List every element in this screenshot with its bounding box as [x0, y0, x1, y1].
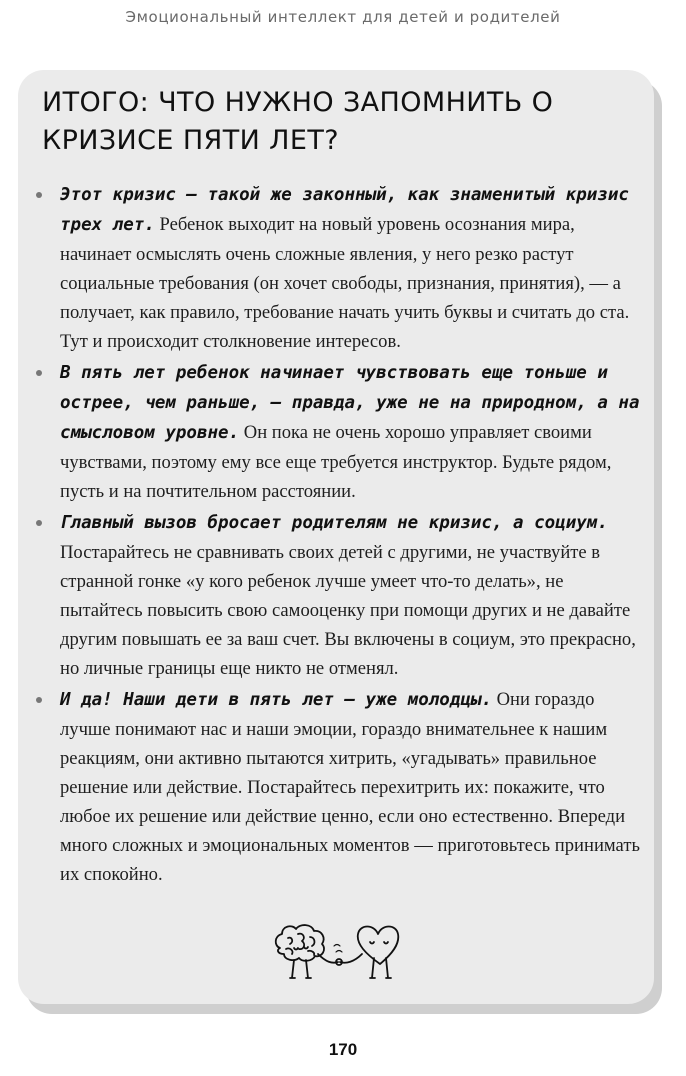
bullet-lead: И да! Наши дети в пять лет — уже молодцы.	[60, 690, 492, 710]
bullet-dot	[36, 520, 42, 526]
bullet-dot	[36, 697, 42, 703]
heart-icon	[358, 927, 399, 965]
bullet-list	[32, 180, 644, 891]
bullet-text: Ребенок выходит на новый уровень осознания мира, начинает осмыслять очень сложные явления, у него резко растут социальные требования (он хочет свободы, признания, принятия), — а получает, как правило, требование начать учить буквы и считать до ста. Тут и происходит столкновение интересов.	[60, 214, 630, 352]
bullet-dot	[36, 192, 42, 198]
page-number: 170	[328, 1040, 358, 1059]
bullet-text: Он пока не очень хорошо управляет своими чувствами, поэтому ему все еще требуется инструктор. Будьте рядом, пусть и на почтительном расстоянии.	[60, 422, 612, 502]
brain-heart-illustration	[270, 918, 410, 984]
bullet-item-1	[32, 180, 644, 356]
bullet-lead: Этот кризис — такой же законный, как знаменитый кризис трех лет.	[60, 185, 629, 235]
bullet-dot	[36, 370, 42, 376]
bullet-text: Они гораздо лучше понимают нас и наши эмоции, гораздо внимательнее к нашим реакциям, они активно пытаются хитрить, «угадывать» правильное решение или действие. Постарайтесь перехитрить их: покажите, что любое их решение или действие ценно, если оно естественно. Впереди много сложных и эмоциональных моментов — приготовьтесь принимать их спокойно.	[60, 689, 640, 885]
bullet-lead: В пять лет ребенок начинает чувствовать еще тоньше и острее, чем раньше, — правда, уже не на природном, а на смысловом уровне.	[60, 363, 640, 443]
bullet-item-4	[32, 685, 644, 889]
bullet-item-3	[32, 508, 644, 683]
bullet-lead: Главный вызов бросает родителям не кризис, а социум.	[60, 513, 608, 533]
brain-icon	[276, 925, 324, 961]
bullet-item-2	[32, 358, 644, 506]
box-title: ИТОГО: ЧТО НУЖНО ЗАПОМНИТЬ О КРИЗИСЕ ПЯТИ ЛЕТ?	[42, 87, 554, 156]
running-header: Эмоциональный интеллект для детей и родителей	[125, 8, 561, 26]
bullet-text: Постарайтесь не сравнивать своих детей с другими, не участвуйте в странной гонке «у кого ребенок лучше умеет что-то делать», не пытайтесь повысить свою самооценку при помощи других и не давайте другим повышать ее за ваш счет. Вы включены в социум, это прекрасно, но личные границы еще никто не отменял.	[60, 542, 636, 679]
